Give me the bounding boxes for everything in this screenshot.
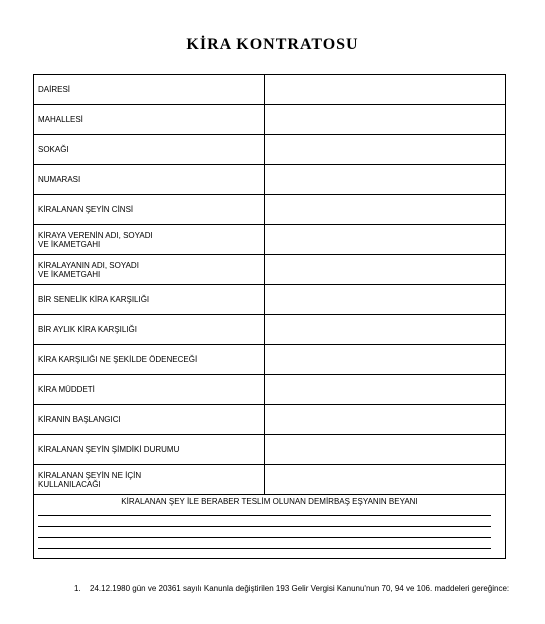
field-label: KİRALAYANIN ADI, SOYADI VE İKAMETGAHI bbox=[34, 255, 265, 285]
inventory-line[interactable] bbox=[38, 526, 491, 527]
inventory-title: KİRALANAN ŞEY İLE BERABER TESLİM OLUNAN DEMİRBAŞ EŞYANIN BEYANI bbox=[121, 497, 418, 506]
field-label: DAİRESİ bbox=[34, 75, 265, 105]
field-value[interactable] bbox=[265, 345, 506, 375]
table-row bbox=[34, 135, 505, 165]
field-value[interactable] bbox=[265, 435, 506, 465]
table-row bbox=[34, 375, 505, 405]
field-value[interactable] bbox=[265, 315, 506, 345]
table-row bbox=[34, 345, 505, 375]
field-value[interactable] bbox=[265, 285, 506, 315]
table-row bbox=[34, 405, 505, 435]
field-value[interactable] bbox=[265, 405, 506, 435]
inventory-section bbox=[34, 495, 505, 556]
table-row bbox=[34, 225, 505, 255]
table-row bbox=[34, 105, 505, 135]
field-value[interactable] bbox=[265, 105, 506, 135]
field-value[interactable] bbox=[265, 255, 506, 285]
table-row bbox=[34, 315, 505, 345]
field-label: KİRALANAN ŞEYİN CİNSİ bbox=[34, 195, 265, 225]
table-row bbox=[34, 285, 505, 315]
table-row bbox=[34, 165, 505, 195]
field-label: KİRA MÜDDETİ bbox=[34, 375, 265, 405]
field-label: SOKAĞI bbox=[34, 135, 265, 165]
field-label: KİRALANAN ŞEYİN ŞİMDİKİ DURUMU bbox=[34, 435, 265, 465]
table-row bbox=[34, 195, 505, 225]
field-label: NUMARASI bbox=[34, 165, 265, 195]
field-value[interactable] bbox=[265, 465, 506, 495]
field-value[interactable] bbox=[265, 165, 506, 195]
field-label: MAHALLESİ bbox=[34, 105, 265, 135]
field-value[interactable] bbox=[265, 375, 506, 405]
field-value[interactable] bbox=[265, 75, 506, 105]
document-title: KİRA KONTRATOSU bbox=[186, 36, 359, 53]
field-label: BİR SENELİK KİRA KARŞILIĞI bbox=[34, 285, 265, 315]
table-row bbox=[34, 435, 505, 465]
contract-form bbox=[33, 74, 506, 559]
field-value[interactable] bbox=[265, 135, 506, 165]
field-label: KİRAYA VERENİN ADI, SOYADI VE İKAMETGAHI bbox=[34, 225, 265, 255]
field-label: KİRA KARŞILIĞI NE ŞEKİLDE ÖDENECEĞİ bbox=[34, 345, 265, 375]
contract-fields-table bbox=[34, 75, 505, 495]
field-value[interactable] bbox=[265, 225, 506, 255]
table-row bbox=[34, 465, 505, 495]
inventory-line[interactable] bbox=[38, 515, 491, 516]
table-row bbox=[34, 75, 505, 105]
inventory-line[interactable] bbox=[38, 537, 491, 538]
inventory-line[interactable] bbox=[38, 548, 491, 549]
field-value[interactable] bbox=[265, 195, 506, 225]
field-label: KİRALANAN ŞEYİN NE İÇİN KULLANILACAĞI bbox=[34, 465, 265, 495]
table-row bbox=[34, 255, 505, 285]
footnote-number: 1. bbox=[74, 584, 81, 593]
field-label: KİRANIN BAŞLANGICI bbox=[34, 405, 265, 435]
footnote-text: 24.12.1980 gün ve 20361 sayılı Kanunla değiştirilen 193 Gelir Vergisi Kanunu'nun 70, 94 ve 106. maddeleri gereğince: bbox=[90, 584, 510, 593]
field-label: BİR AYLIK KİRA KARŞILIĞI bbox=[34, 315, 265, 345]
